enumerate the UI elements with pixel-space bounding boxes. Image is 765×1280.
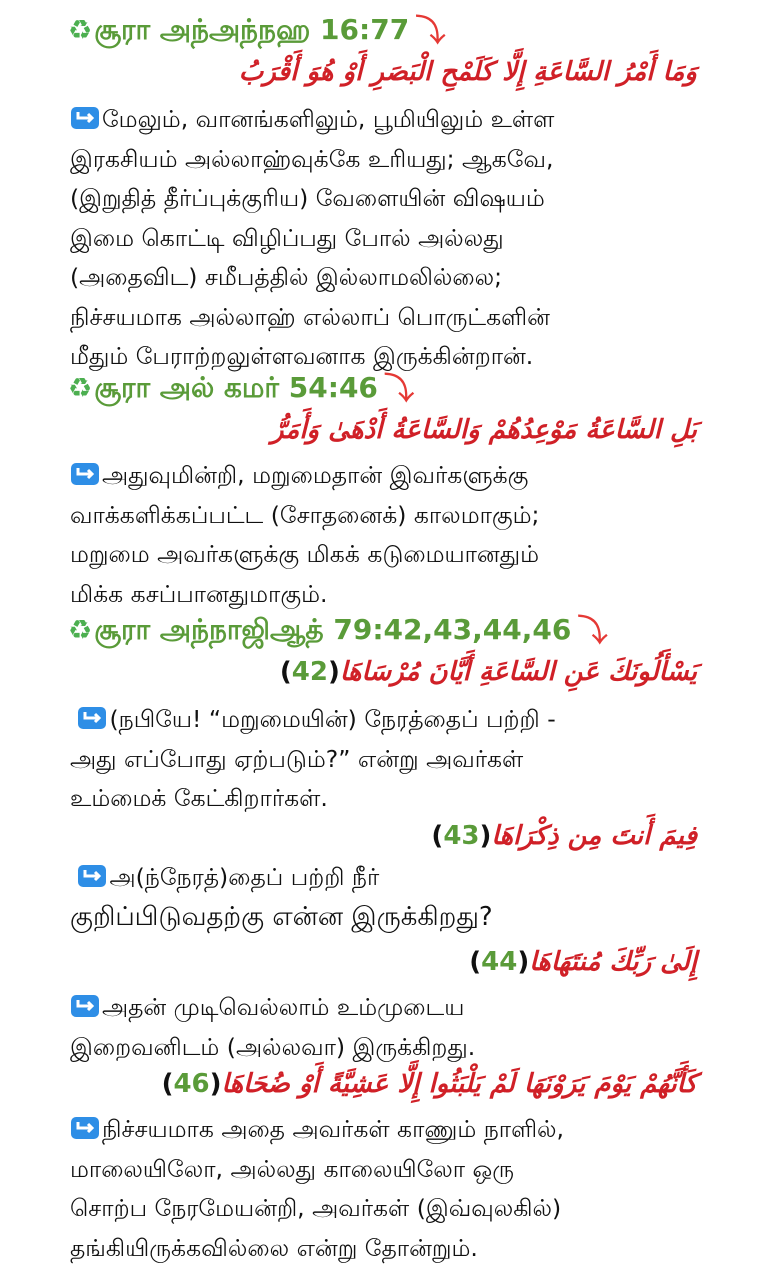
arabic-verse-42 — [280, 652, 697, 692]
verse-number: (42) — [279, 657, 340, 687]
translation-line: நிச்சயமாக அல்லாஹ் எல்லாப் பொருட்களின் — [70, 302, 550, 331]
verse-number: (46) — [161, 1069, 222, 1099]
translation-line: அதன் முடிவெல்லாம் உம்முடைய — [70, 988, 710, 1028]
arabic-verse-44 — [469, 942, 697, 982]
arabic-verse — [239, 52, 697, 92]
translation-line: (நபியே! “மறுமையின்) நேரத்தைப் பற்றி - — [70, 700, 710, 740]
translation-paragraph — [70, 700, 710, 819]
arabic-verse — [271, 410, 697, 450]
translation-line: மாலையிலோ, அல்லது காலையிலோ ஒரு — [70, 1154, 515, 1183]
surah-title: சூரா அந்அந்நஹ 16:77 — [94, 13, 410, 46]
arabic-text: يَسْأَلُونَكَ عَنِ السَّاعَةِ أَيَّانَ مُرْسَاهَا — [339, 657, 697, 687]
translation-line: மீதும் பேராற்றலுள்ளவனாக இருக்கின்றான். — [70, 342, 534, 370]
arrow-down-icon: ⤵ — [415, 14, 446, 49]
translation-line: அ(ந்நேரத்)தைப் பற்றி நீர் — [70, 858, 710, 898]
verse-number: (44) — [469, 947, 530, 977]
arabic-text: وَمَا أَمْرُ السَّاعَةِ إِلَّا كَلَمْحِ الْبَصَرِ أَوْ هُوَ أَقْرَبُ — [238, 57, 697, 87]
translation-line: குறிப்பிடுவதற்கு என்ன இருக்கிறது? — [70, 901, 493, 932]
hook-arrow-icon — [77, 864, 107, 888]
translation-line: நிச்சயமாக அதை அவர்கள் காணும் நாளில், — [70, 1110, 710, 1150]
surah-heading-3 — [68, 612, 607, 649]
recycle-icon: ♻ — [68, 615, 93, 646]
recycle-icon: ♻ — [68, 15, 93, 46]
hook-arrow-icon — [70, 994, 100, 1018]
translation-line: உம்மைக் கேட்கிறார்கள். — [70, 784, 328, 812]
translation-line: அதுவுமின்றி, மறுமைதான் இவர்களுக்கு — [70, 456, 710, 496]
arabic-text: إِلَىٰ رَبِّكَ مُنتَهَاهَا — [529, 947, 697, 977]
translation-line: மேலும், வானங்களிலும், பூமியிலும் உள்ள — [70, 100, 710, 140]
translation-line: (இறுதித் தீர்ப்புக்குரிய) வேளையின் விஷயம் — [70, 184, 545, 212]
arabic-text: كَأَنَّهُمْ يَوْمَ يَرَوْنَهَا لَمْ يَلْبَثُوا إِلَّا عَشِيَّةً أَوْ ضُحَاهَا — [221, 1069, 697, 1099]
translation-paragraph — [70, 858, 710, 937]
translation-paragraph — [70, 988, 710, 1067]
surah-title: சூரா அல் கமர் 54:46 — [94, 371, 378, 404]
arabic-verse-46 — [162, 1064, 697, 1104]
hook-arrow-icon — [70, 106, 100, 130]
translation-paragraph — [70, 100, 710, 377]
verse-number: (43) — [431, 821, 492, 851]
translation-line: மிக்க கசப்பானதுமாகும். — [70, 579, 328, 608]
translation-line: இமை கொட்டி விழிப்பது போல் அல்லது — [70, 223, 504, 252]
translation-line: வாக்களிக்கப்பட்ட (சோதனைக்) காலமாகும்; — [70, 500, 540, 529]
translation-line: இரகசியம் அல்லாஹ்வுக்கே உரியது; ஆகவே, — [70, 144, 554, 173]
translation-line: தங்கியிருக்கவில்லை என்று தோன்றும். — [70, 1233, 478, 1262]
hook-arrow-icon — [77, 706, 107, 730]
surah-heading-1 — [68, 12, 445, 49]
translation-line: இறைவனிடம் (அல்லவா) இருக்கிறது. — [70, 1032, 476, 1061]
translation-paragraph — [70, 456, 710, 614]
arabic-verse-43 — [431, 816, 697, 856]
translation-paragraph — [70, 1110, 710, 1268]
surah-heading-2 — [68, 370, 414, 407]
translation-line: சொற்ப நேரமேயன்றி, அவர்கள் (இவ்வுலகில்) — [70, 1194, 562, 1222]
recycle-icon: ♻ — [68, 373, 93, 404]
translation-line: மறுமை அவர்களுக்கு மிகக் கடுமையானதும் — [70, 540, 539, 568]
surah-title: சூரா அந்நாஜிஆத் 79:42,43,44,46 — [94, 613, 572, 646]
arabic-text: بَلِ السَّاعَةُ مَوْعِدُهُمْ وَالسَّاعَةُ أَدْهَىٰ وَأَمَرُّ — [271, 415, 697, 445]
arrow-down-icon: ⤵ — [383, 372, 414, 407]
arrow-down-icon: ⤵ — [577, 614, 608, 649]
hook-arrow-icon — [70, 1116, 100, 1140]
translation-line: அது எப்போது ஏற்படும்?” என்று அவர்கள் — [70, 744, 524, 773]
translation-line: (அதைவிட) சமீபத்தில் இல்லாமலில்லை; — [70, 263, 503, 291]
hook-arrow-icon — [70, 462, 100, 486]
arabic-text: فِيمَ أَنتَ مِن ذِكْرَاهَا — [491, 821, 697, 851]
